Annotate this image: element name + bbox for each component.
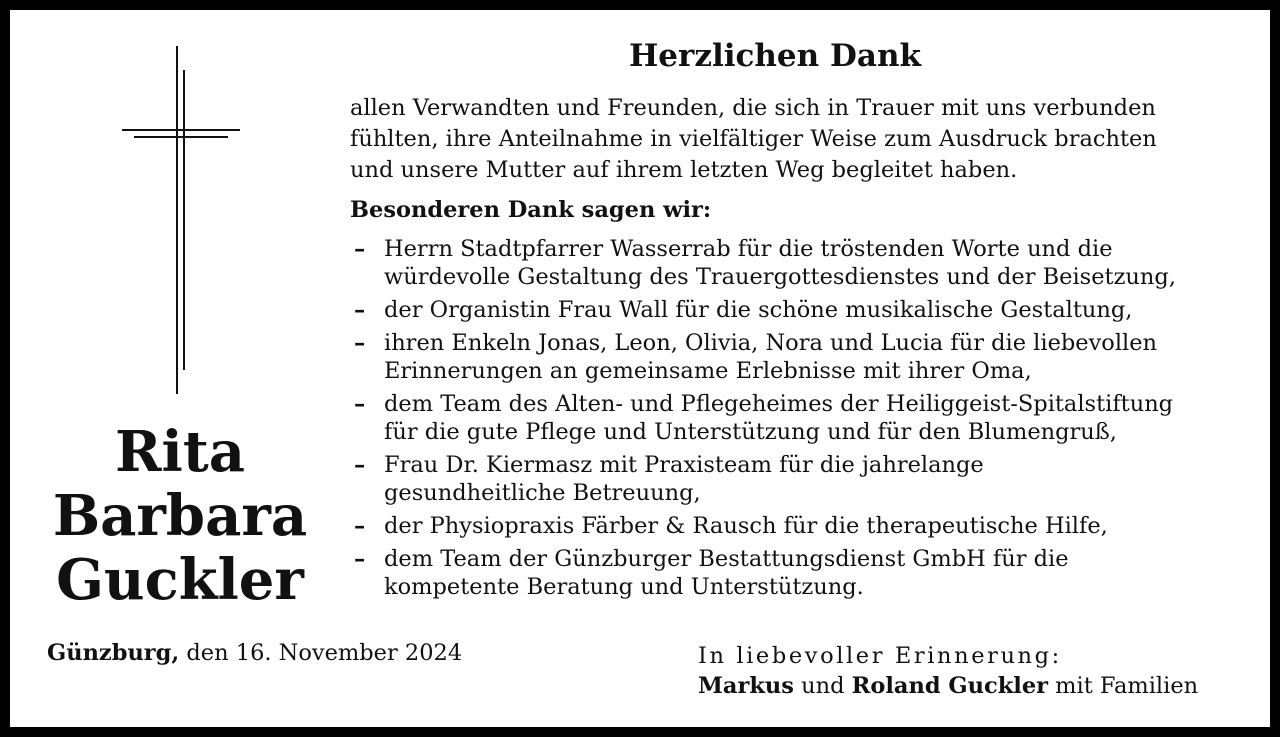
list-item: – Herrn Stadtpfarrer Wasserrab für die tröstenden Worte und die würdevolle Gestaltung des Trauergottesdienstes und der Beisetzung, — [354, 236, 1176, 290]
subheading: Besonderen Dank sagen wir: — [350, 197, 712, 223]
memory-line: In liebevoller Erinnerung: — [698, 643, 1062, 669]
heading: Herzlichen Dank — [629, 38, 921, 74]
dash-bullet: – — [354, 330, 366, 356]
list-item: – der Physiopraxis Färber & Rausch für die therapeutische Hilfe, — [354, 513, 1108, 539]
list-item: – dem Team der Günzburger Bestattungsdienst GmbH für die kompetente Beratung und Unterstützung. — [354, 546, 1069, 600]
dash-bullet: – — [354, 297, 366, 323]
intro-line: fühlten, ihre Anteilnahme in vielfältiger Weise zum Ausdruck brachten — [350, 126, 1157, 152]
dash-bullet: – — [354, 391, 366, 417]
intro-text — [350, 93, 1255, 186]
list-item: – der Organistin Frau Wall für die schöne musikalische Gestaltung, — [354, 297, 1133, 323]
dash-bullet: – — [354, 513, 366, 539]
signature-line: Markus und Roland Guckler mit Familien — [698, 673, 1199, 699]
intro-line: und unsere Mutter auf ihrem letzten Weg begleitet haben. — [350, 157, 1018, 183]
place: Günzburg, — [47, 640, 180, 666]
dash-bullet: – — [354, 546, 366, 572]
deceased-middle-name: Barbara — [52, 483, 308, 549]
deceased-last-name: Guckler — [56, 547, 304, 613]
list-item: – ihren Enkeln Jonas, Leon, Olivia, Nora und Lucia für die liebevollen Erinnerungen an gemeinsame Erlebnisse mit ihrer Oma, — [354, 330, 1158, 384]
dash-bullet: – — [354, 236, 366, 262]
cross-icon — [120, 44, 242, 396]
signer-name: Roland Guckler — [851, 673, 1049, 699]
list-item: – Frau Dr. Kiermasz mit Praxisteam für die jahrelange gesundheitliche Betreuung, — [354, 452, 984, 506]
date: den 16. November 2024 — [179, 640, 463, 666]
list-item: – dem Team des Alten- und Pflegeheimes der Heiliggeist-Spitalstiftung für die gute Pflege und Unterstützung und für den Blumengruß, — [354, 391, 1174, 445]
place-date — [47, 640, 462, 666]
thanks-list — [350, 235, 1255, 606]
deceased-first-name: Rita — [115, 419, 245, 485]
intro-line: allen Verwandten und Freunden, die sich in Trauer mit uns verbunden — [350, 95, 1156, 121]
signer-name: Markus — [698, 673, 794, 699]
dash-bullet: – — [354, 452, 366, 478]
